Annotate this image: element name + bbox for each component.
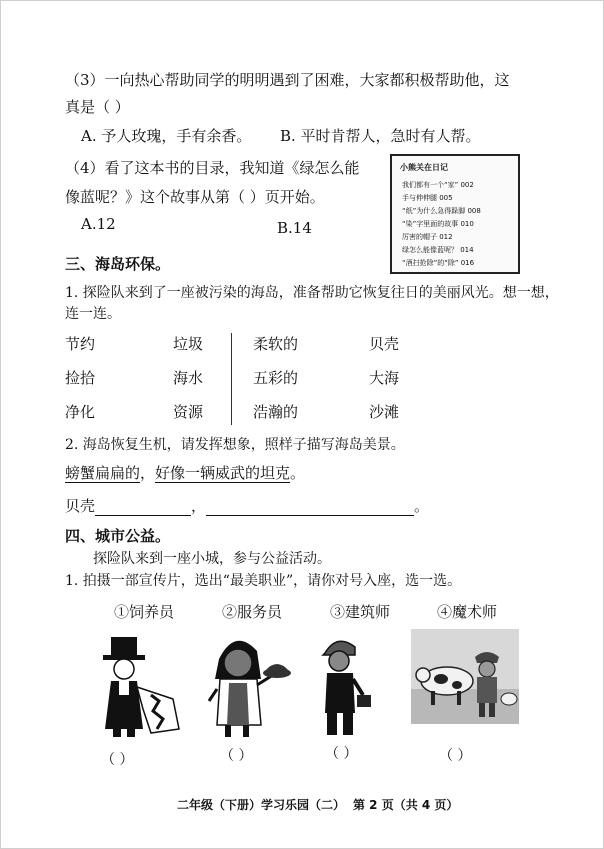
match-word[interactable]: 净化 xyxy=(65,403,96,421)
q4-option-a: A.12 xyxy=(81,215,116,233)
footer-page-number: 第 2 页（共 4 页） xyxy=(353,798,459,812)
builder-image xyxy=(315,629,377,739)
waitress-image xyxy=(205,629,293,739)
q4-line2: 像蓝呢？》这个故事从第（ ）页开始。 xyxy=(65,188,325,206)
answer-paren-1[interactable]: （ ） xyxy=(101,752,134,768)
answer-paren-2[interactable]: （ ） xyxy=(220,748,253,764)
toc-row: 我们都有一个“家” 002 xyxy=(402,181,474,189)
toc-title: 小熊关在日记 xyxy=(400,163,448,172)
q3-line1: （3）一向热心帮助同学的明明遇到了困难，大家都积极帮助他，这 xyxy=(65,71,510,89)
section4-intro: 探险队来到一座小城，参与公益活动。 xyxy=(93,551,331,567)
toc-row: “染”字里面的故事 010 xyxy=(402,220,474,228)
toc-row: 厉害的帽子 012 xyxy=(402,233,453,241)
zookeeper-cows-image xyxy=(411,629,519,724)
example-end: 。 xyxy=(290,464,306,482)
toc-row: “酒扫抢除”的“除” 016 xyxy=(402,259,475,267)
example-part1: 螃蟹扁扁的 xyxy=(65,464,141,482)
match-word[interactable]: 海水 xyxy=(173,369,204,387)
section3-heading: 三、海岛环保。 xyxy=(65,255,171,273)
q3-line2: 真是（ ） xyxy=(65,98,130,116)
match-word[interactable]: 资源 xyxy=(173,403,204,421)
section3-q1-line2: 连一连。 xyxy=(65,306,121,322)
q3-option-a: A. 予人玫瑰，手有余香。 xyxy=(81,127,252,145)
example-part2: 好像一辆威武的坦克 xyxy=(155,464,291,482)
match-word[interactable]: 大海 xyxy=(369,369,400,387)
toc-row: 绿怎么能像蓝呢？ 014 xyxy=(402,246,474,254)
match-word[interactable]: 浩瀚的 xyxy=(253,403,299,421)
match-word[interactable]: 沙滩 xyxy=(369,403,400,421)
section3-q2: 2. 海岛恢复生机，请发挥想象，照样子描写海岛美景。 xyxy=(65,437,405,453)
toc-row: 手与伸伸腿 005 xyxy=(402,194,453,202)
book-contents-image xyxy=(390,154,520,274)
job-label: ④魔术师 xyxy=(437,603,498,621)
q4-line1: （4）看了这本书的目录，我知道《绿怎么能 xyxy=(65,159,360,177)
job-label: ①饲养员 xyxy=(114,603,175,621)
footer-title: 二年级（下册）学习乐园（二） xyxy=(177,798,346,812)
top-hat-man-image xyxy=(93,629,189,739)
fill-comma: ， xyxy=(191,497,207,515)
answer-paren-4[interactable]: （ ） xyxy=(439,748,472,764)
match-word[interactable]: 柔软的 xyxy=(253,335,299,353)
section4-heading: 四、城市公益。 xyxy=(65,527,171,545)
section4-q1: 1. 拍摄一部宣传片，选出“最美职业”，请你对号入座，选一选。 xyxy=(65,573,462,589)
section3-q1-line1: 1. 探险队来到了一座被污染的海岛，准备帮助它恢复往日的美丽风光。想一想， xyxy=(65,285,559,301)
match-word[interactable]: 捡拾 xyxy=(65,369,96,387)
job-label: ②服务员 xyxy=(222,603,283,621)
fill-blank-2[interactable] xyxy=(206,501,414,516)
fill-start: 贝壳 xyxy=(65,497,96,515)
toc-row: “纸”为什么急得跺脚 008 xyxy=(402,207,481,215)
q4-option-b: B.14 xyxy=(277,219,312,237)
job-label: ③建筑师 xyxy=(330,603,391,621)
example-sentence xyxy=(65,462,305,483)
match-word[interactable]: 五彩的 xyxy=(253,369,299,387)
q3-option-b: B. 平时肯帮人，急时有人帮。 xyxy=(280,127,481,145)
match-word[interactable]: 贝壳 xyxy=(369,335,400,353)
match-word[interactable]: 节约 xyxy=(65,335,96,353)
fill-blank-1[interactable] xyxy=(95,501,191,516)
answer-paren-3[interactable]: （ ） xyxy=(325,746,358,762)
match-divider xyxy=(231,333,232,425)
example-comma: ， xyxy=(140,464,156,482)
fill-sentence xyxy=(65,495,429,516)
fill-end: 。 xyxy=(414,497,430,515)
match-word[interactable]: 垃圾 xyxy=(173,335,204,353)
